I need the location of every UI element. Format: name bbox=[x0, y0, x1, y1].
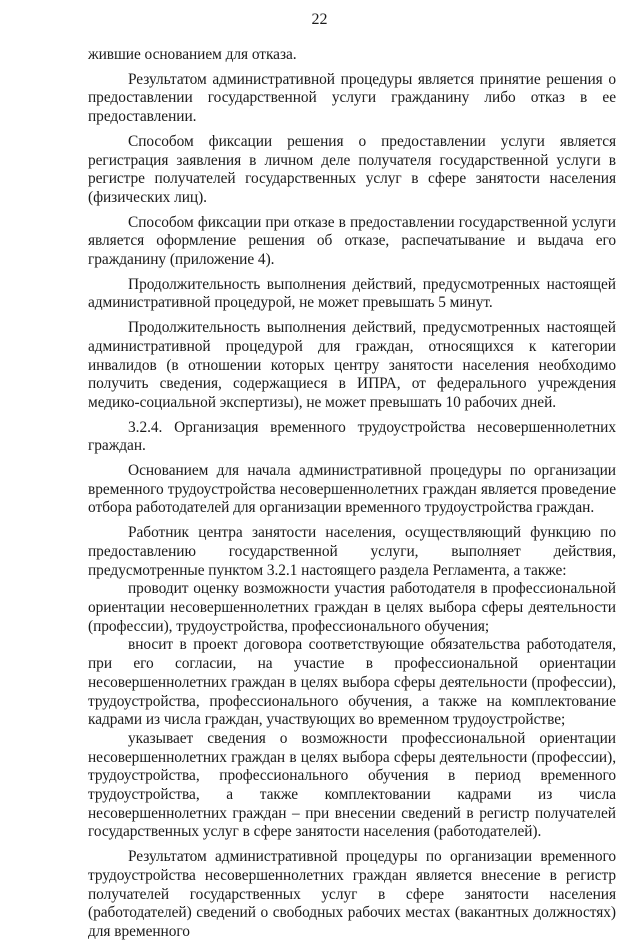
paragraph-13: Результатом административной процедуры по организации временного трудоустройства несовершеннолетних граждан является внесение в регистр получателей государственных услуг в сфере занятости населения (работодателей) сведений о свободных рабочих местах (вакантных должностях) для временного bbox=[88, 848, 616, 940]
paragraph-1: жившие основанием для отказа. bbox=[88, 46, 297, 63]
section-heading-3-2-4: 3.2.4. Организация временного трудоустройства несовершеннолетних граждан. bbox=[88, 418, 616, 455]
paragraph-5: Продолжительность выполнения действий, предусмотренных настоящей административной процедурой, не может превышать 5 минут. bbox=[88, 275, 616, 312]
paragraph-9: Работник центра занятости населения, осуществляющий функцию по предоставлению государственной услуги, выполняет действия, предусмотренные пунктом 3.2.1 настоящего раздела Регламента, а также: bbox=[88, 524, 616, 579]
paragraph-6: Продолжительность выполнения действий, предусмотренных настоящей административной процедурой для граждан, относящихся к категории инвалидов (в отношении которых центру занятости населения необходимо получить сведения, содержащиеся в ИПРА, от федерального учреждения медико-социальной экспертизы), не может превышать 10 рабочих дней. bbox=[88, 319, 616, 411]
list-item-3: указывает сведения о возможности профессиональной ориентации несовершеннолетних граждан в целях выбора сферы деятельности (профессии), трудоустройства, профессионального обучения в период временного трудоустройства, а также комплектовании кадрами из числа несовершеннолетних граждан – при внесении сведений в регистр получателей государственных услуг в сфере занятости населения (работодателей). bbox=[88, 729, 616, 841]
document-body bbox=[88, 46, 616, 942]
list-item-1: проводит оценку возможности участия работодателя в профессиональной ориентации несовершеннолетних граждан в целях выбора сферы деятельности (профессии), трудоустройства, профессионального обучения; bbox=[88, 580, 616, 635]
paragraph-4: Способом фиксации при отказе в предоставлении государственной услуги является оформление решения об отказе, распечатывание и выдача его гражданину (приложение 4). bbox=[88, 213, 616, 269]
list-item-2: вносит в проект договора соответствующие обязательства работодателя, при его согласии, на участие в профессиональной ориентации несовершеннолетних граждан в целях выбора сферы деятельности (профессии), трудоустройства, профессионального обучения, а также на комплектование кадрами из числа граждан, участвующих во временном трудоустройстве; bbox=[88, 636, 616, 729]
page-number: 22 bbox=[311, 11, 328, 28]
paragraph-2: Результатом административной процедуры является принятие решения о предоставлении государственной услуги гражданину либо отказ в ее предоставлении. bbox=[88, 70, 616, 126]
paragraph-3: Способом фиксации решения о предоставлении услуги является регистрация заявления в личном деле получателя государственной услуги в регистре получателей государственных услуг в сфере занятости населения (физических лиц). bbox=[88, 132, 616, 206]
paragraph-8: Основанием для начала административной процедуры по организации временного трудоустройства несовершеннолетних граждан является проведение отбора работодателей для организации временного трудоустройства граждан. bbox=[88, 462, 616, 517]
